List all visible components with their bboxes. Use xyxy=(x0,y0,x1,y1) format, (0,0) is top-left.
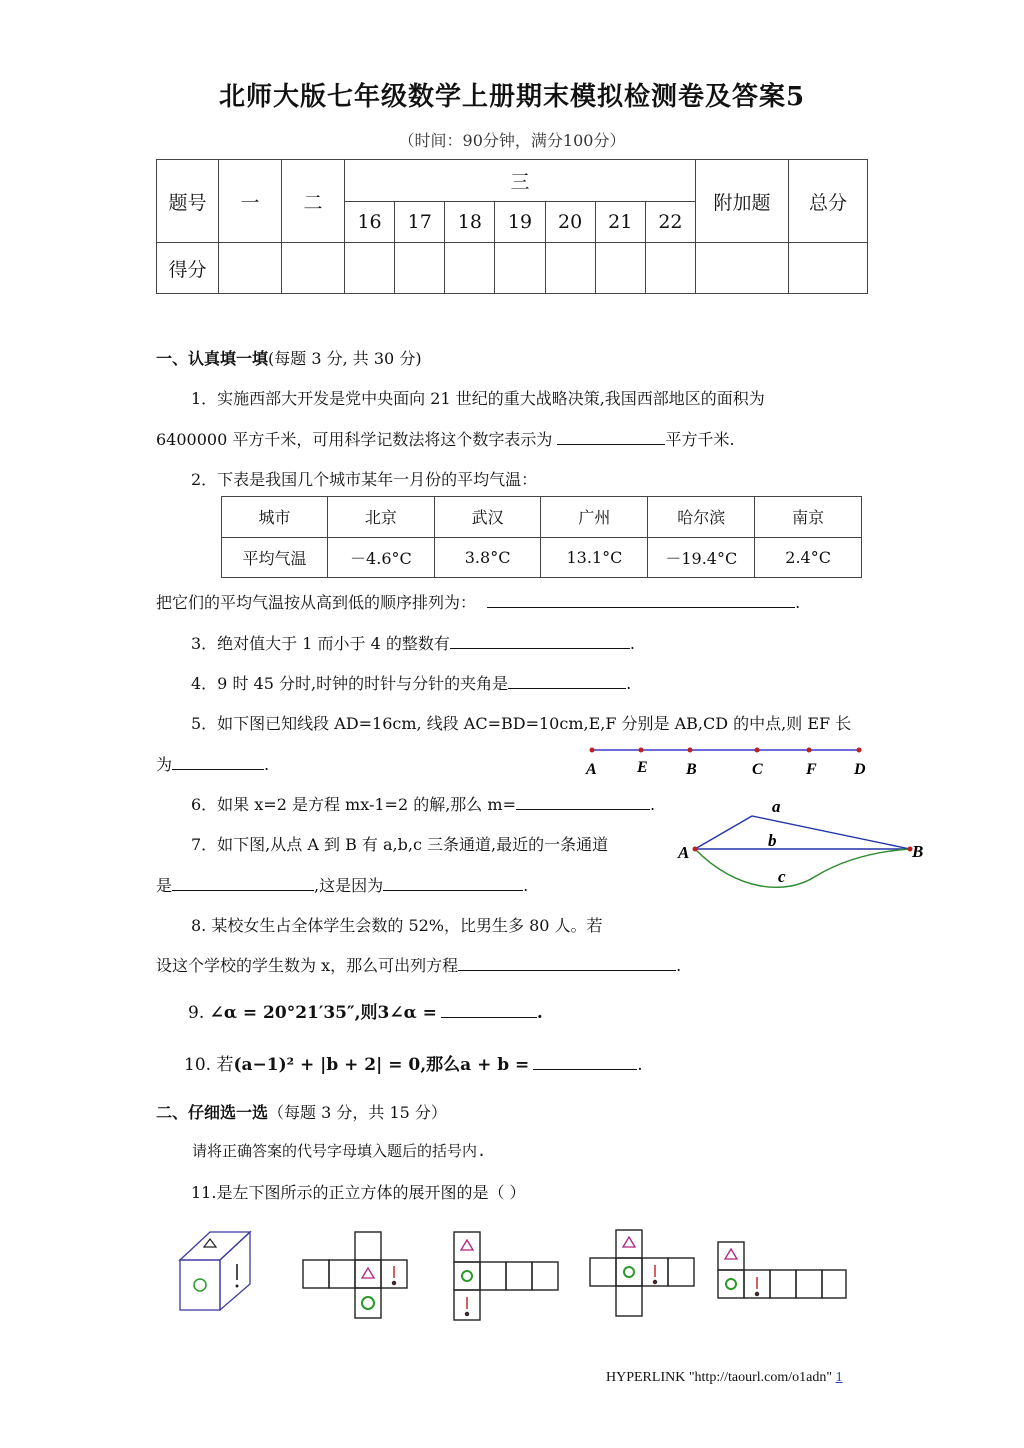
label-a-point: A xyxy=(678,843,690,862)
q8-line1: 8. 某校女生占全体学生会数的 52%，比男生多 80 人。若 xyxy=(191,916,603,935)
section2-instruction: 请将正确答案的代号字母填入题后的括号内. xyxy=(192,1142,487,1160)
score-col-extra: 附加题 xyxy=(696,160,789,243)
q7-line1: 7．如下图,从点 A 到 B 有 a,b,c 三条通道,最近的一条通道 xyxy=(191,835,609,854)
q8-line2: 设这个学校的学生数为 x，那么可出列方程 . xyxy=(156,956,682,975)
score-cell[interactable] xyxy=(545,243,595,294)
temp-value: 13.1°C xyxy=(541,537,648,578)
section1-heading: 一、认真填一填(每题 3 分, 共 30 分) xyxy=(156,349,422,368)
cube-figure xyxy=(180,1232,250,1310)
temp-header: 南京 xyxy=(755,497,862,538)
score-sub-number: 22 xyxy=(645,202,695,243)
net-option-b xyxy=(454,1232,558,1320)
point-label-a: A xyxy=(586,761,597,778)
segment-diagram xyxy=(580,738,870,782)
temp-header: 城市 xyxy=(222,497,328,538)
point-label-c: C xyxy=(752,761,763,778)
q5-line2: 为 . xyxy=(156,755,270,774)
cube-figures xyxy=(170,1222,870,1327)
score-cell[interactable] xyxy=(445,243,495,294)
footer xyxy=(606,1370,843,1386)
page-title: 北师大版七年级数学上册期末模拟检测卷及答案5 xyxy=(218,82,806,112)
footer-link[interactable]: HYPERLINK "http://taourl.com/o1adn" xyxy=(606,1370,833,1385)
section2-heading: 二、仔细选一选（每题 3 分，共 15 分） xyxy=(156,1103,447,1122)
q2-intro: 2．下表是我国几个城市某年一月份的平均气温： xyxy=(191,470,538,489)
q1-line2: 6400000 平方千米，可用科学记数法将这个数字表示为 平方千米. xyxy=(156,430,735,449)
label-path-a: a xyxy=(772,797,781,816)
q2-order: 把它们的平均气温按从高到低的顺序排列为： . xyxy=(156,593,801,612)
temp-header: 武汉 xyxy=(434,497,541,538)
point-label-d: D xyxy=(854,761,866,778)
q7-answer-blank-2[interactable] xyxy=(383,874,523,891)
q3-answer-blank[interactable] xyxy=(450,632,630,649)
q5-answer-blank[interactable] xyxy=(172,753,264,770)
q6-answer-blank[interactable] xyxy=(516,793,650,810)
score-cell[interactable] xyxy=(696,243,789,294)
score-sub-number: 20 xyxy=(545,202,595,243)
temp-value: 平均气温 xyxy=(222,537,328,578)
q1-answer-blank[interactable] xyxy=(557,428,665,445)
score-col-total: 总分 xyxy=(789,160,868,243)
score-sub-number: 17 xyxy=(395,202,445,243)
path-diagram xyxy=(676,796,931,892)
q4: 4．9 时 45 分时,时钟的时针与分针的夹角是 . xyxy=(191,674,632,693)
temp-header: 哈尔滨 xyxy=(648,497,755,538)
temperature-table xyxy=(221,496,862,578)
point-label-f: F xyxy=(806,761,817,778)
page-subtitle: （时间：90分钟，满分100分） xyxy=(398,131,626,150)
score-cell[interactable] xyxy=(789,243,868,294)
q9: 9. ∠α = 20°21′35″,则3∠α = . xyxy=(188,1003,543,1023)
q6: 6．如果 x=2 是方程 mx-1=2 的解,那么 m= . xyxy=(191,795,656,814)
score-table xyxy=(156,159,868,294)
label-path-c: c xyxy=(778,867,786,886)
net-option-a xyxy=(303,1232,407,1318)
score-cell[interactable] xyxy=(495,243,545,294)
q9-answer-blank[interactable] xyxy=(441,1001,537,1018)
net-option-c xyxy=(590,1230,694,1316)
score-cell[interactable] xyxy=(395,243,445,294)
q1-line1: 1．实施西部大开发是党中央面向 21 世纪的重大战略决策,我国西部地区的面积为 xyxy=(191,389,765,408)
score-cell[interactable] xyxy=(345,243,395,294)
score-cell[interactable] xyxy=(645,243,695,294)
page-number: 1 xyxy=(835,1370,843,1385)
temp-value: 3.8°C xyxy=(434,537,541,578)
score-cell[interactable] xyxy=(282,243,345,294)
q2-answer-blank[interactable] xyxy=(487,591,795,608)
q7-line2: 是 ,这是因为 . xyxy=(156,876,529,895)
temp-value: 2.4°C xyxy=(755,537,862,578)
q3: 3．绝对值大于 1 而小于 4 的整数有 . xyxy=(191,634,635,653)
temp-value: －19.4°C xyxy=(648,537,755,578)
q11: 11.是左下图所示的正立方体的展开图的是（ ） xyxy=(191,1183,526,1202)
q10: 10. 若(a−1)² + |b + 2| = 0,那么a + b = . xyxy=(184,1055,643,1075)
score-col-three: 三 xyxy=(345,160,696,202)
point-label-e: E xyxy=(637,759,648,776)
q7-answer-blank-1[interactable] xyxy=(172,874,314,891)
score-sub-number: 16 xyxy=(345,202,395,243)
score-sub-number: 18 xyxy=(445,202,495,243)
label-b-point: B xyxy=(912,842,924,861)
temp-header: 广州 xyxy=(541,497,648,538)
score-sub-number: 21 xyxy=(595,202,645,243)
temp-header: 北京 xyxy=(328,497,435,538)
net-option-d xyxy=(718,1242,846,1298)
score-cell[interactable] xyxy=(595,243,645,294)
score-row-header: 题号 xyxy=(157,160,219,243)
temp-value: －4.6°C xyxy=(328,537,435,578)
q8-answer-blank[interactable] xyxy=(458,954,676,971)
score-col-one: 一 xyxy=(219,160,282,243)
q5-line1: 5．如下图已知线段 AD=16cm, 线段 AC=BD=10cm,E,F 分别是 AB,CD 的中点,则 EF 长 xyxy=(191,714,852,733)
score-label: 得分 xyxy=(157,243,219,294)
q4-answer-blank[interactable] xyxy=(508,672,626,689)
score-cell[interactable] xyxy=(219,243,282,294)
point-label-b: B xyxy=(686,761,697,778)
score-sub-number: 19 xyxy=(495,202,545,243)
label-path-b: b xyxy=(768,831,777,850)
score-col-two: 二 xyxy=(282,160,345,243)
q10-answer-blank[interactable] xyxy=(533,1053,637,1070)
